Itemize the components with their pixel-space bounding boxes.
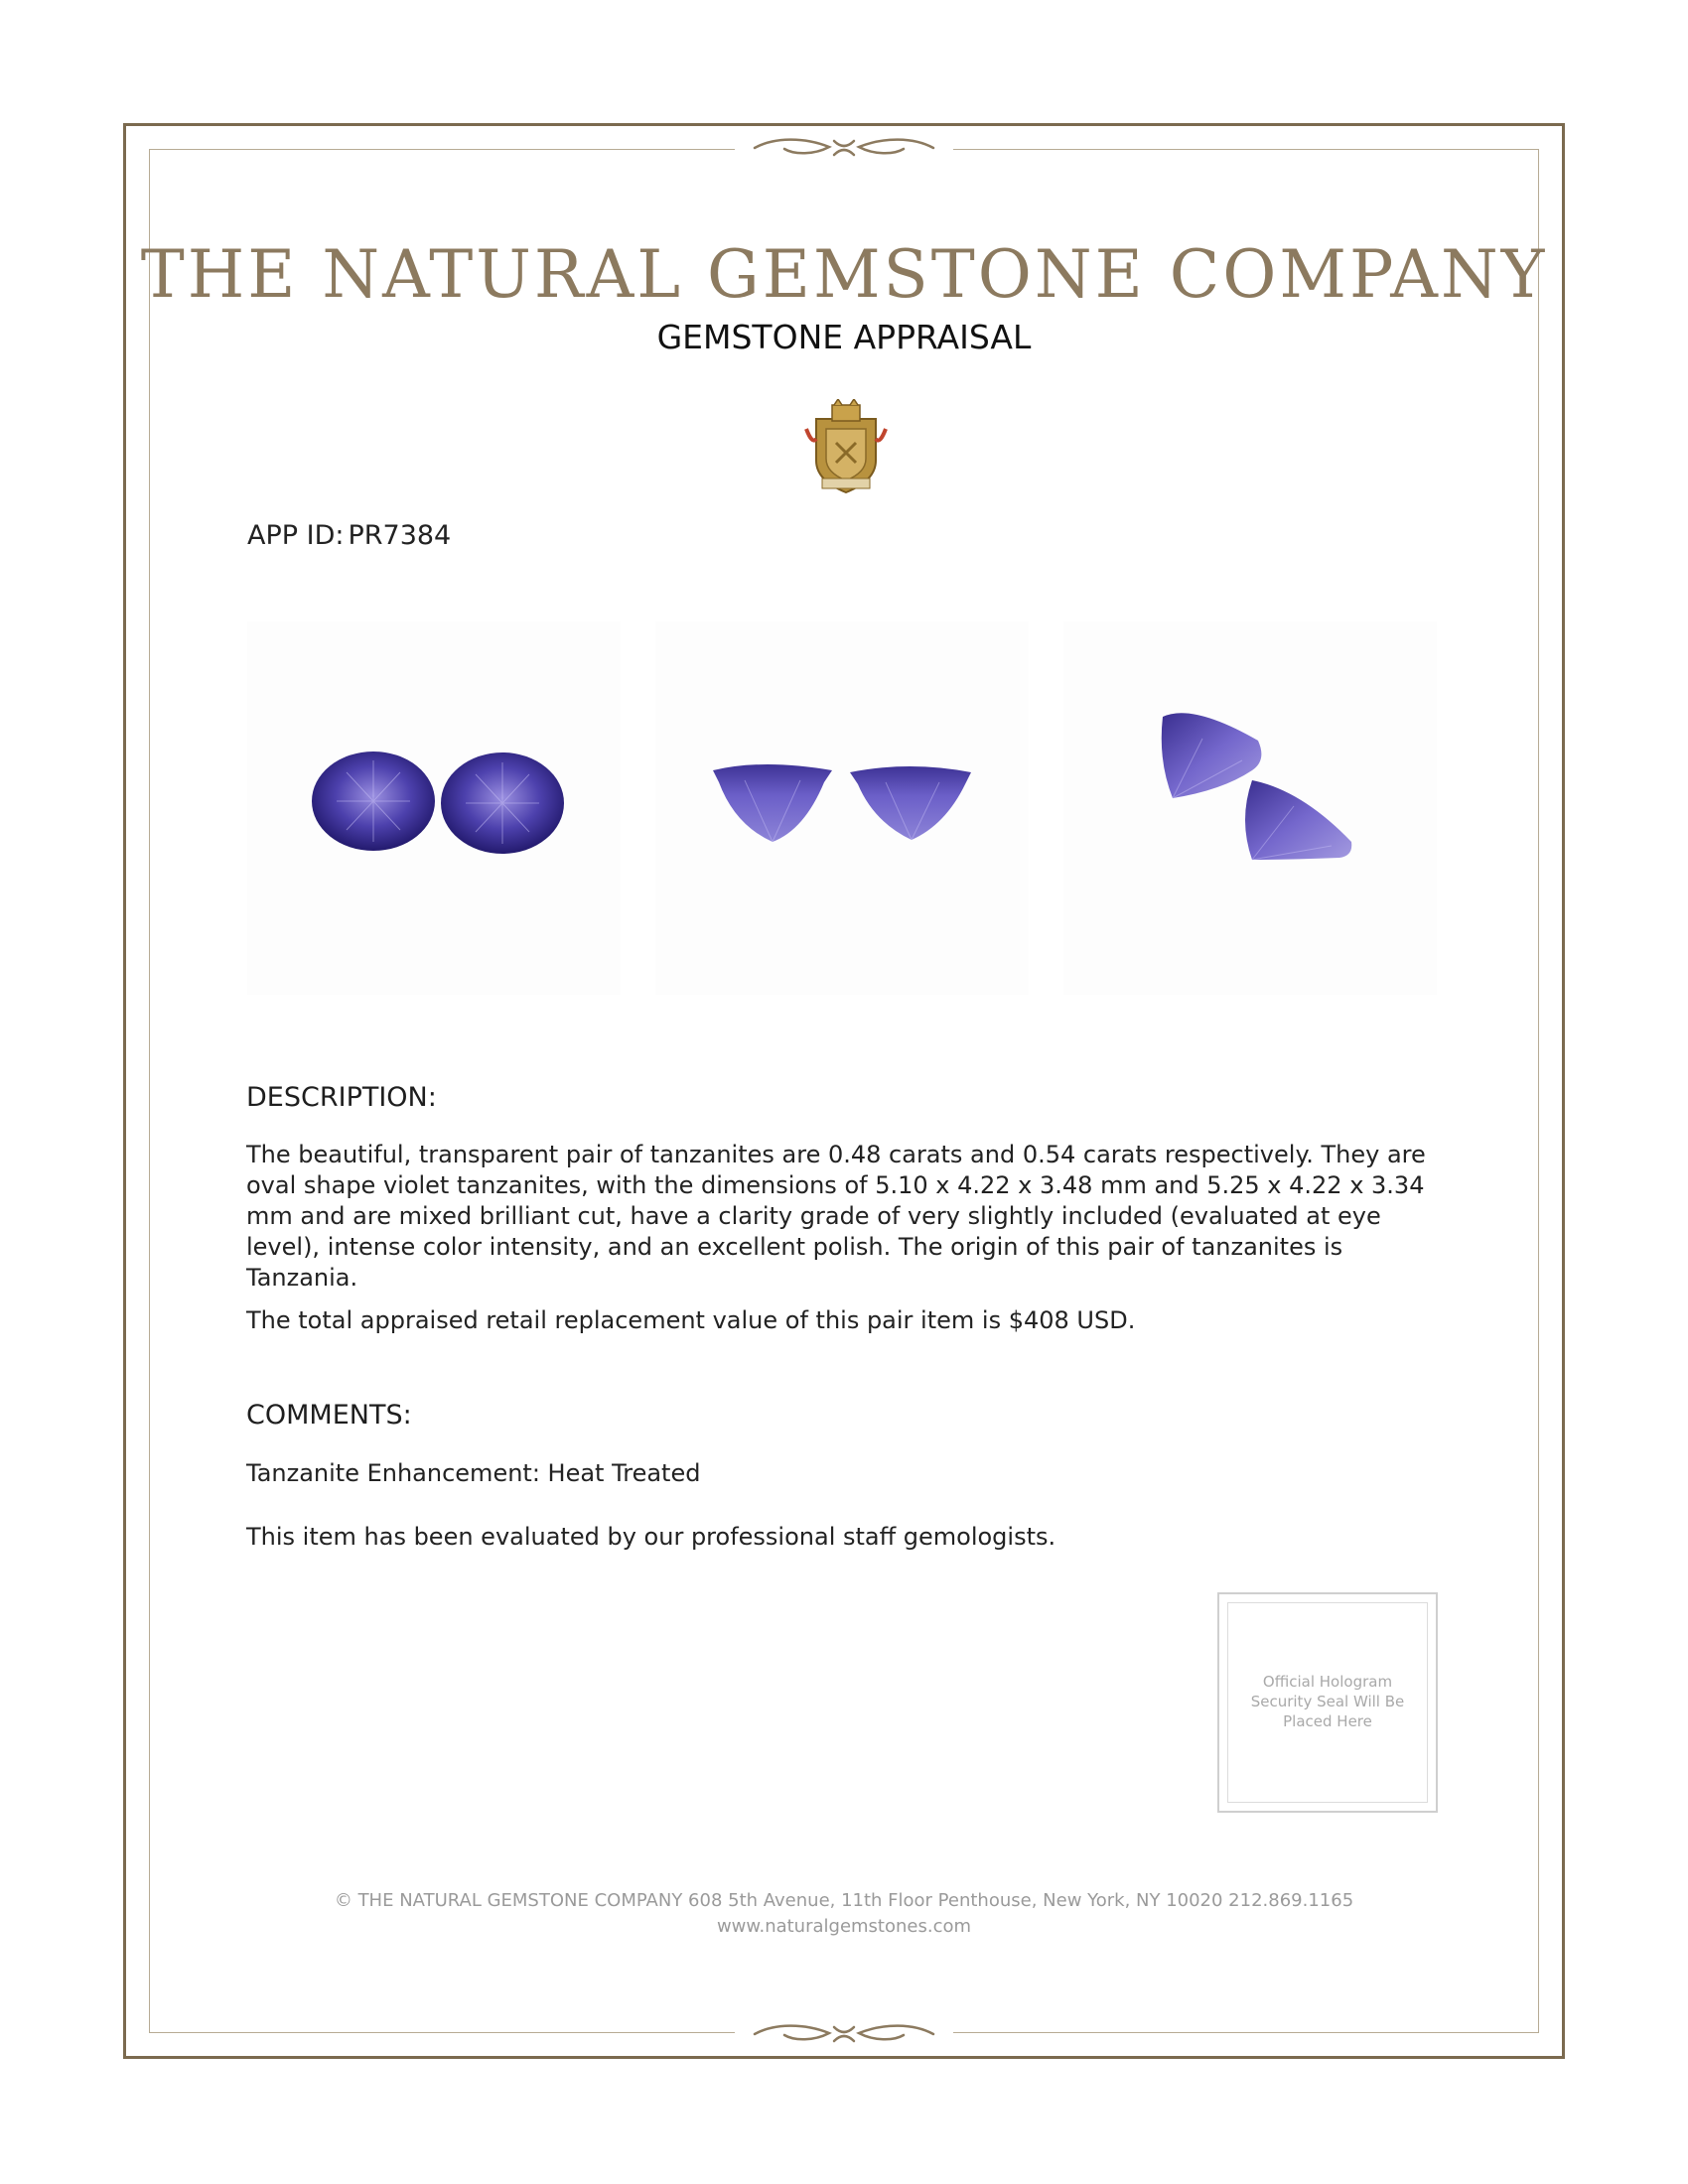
gem-photo-top-view (247, 621, 621, 995)
enhancement-comment: Tanzanite Enhancement: Heat Treated (246, 1459, 701, 1487)
seal-placeholder-text: Official Hologram Security Seal Will Be Placed Here (1250, 1673, 1405, 1730)
hologram-seal-placeholder (1217, 1592, 1438, 1813)
footer-website: www.naturalgemstones.com (716, 1916, 972, 1937)
description-heading: DESCRIPTION: (246, 1082, 437, 1113)
app-id-value: PR7384 (348, 520, 452, 551)
gem-photo-angled-view (1063, 621, 1437, 995)
app-id-label: APP ID: (247, 520, 345, 551)
company-crest-icon (802, 399, 890, 496)
footer-address: © THE NATURAL GEMSTONE COMPANY 608 5th Avenue, 11th Floor Penthouse, New York, NY 10020 212.869.1165 (334, 1890, 1354, 1911)
evaluation-comment: This item has been evaluated by our professional staff gemologists. (246, 1523, 1056, 1551)
comments-heading: COMMENTS: (246, 1400, 412, 1431)
appraised-value-statement: The total appraised retail replacement value of this pair item is $408 USD. (246, 1306, 1136, 1334)
bottom-ornament-icon (735, 2019, 953, 2049)
app-id (247, 520, 451, 551)
description-body: The beautiful, transparent pair of tanzanites are 0.48 carats and 0.54 carats respectively. They are oval shape violet tanzanites, with the dimensions of 5.10 x 4.22 x 3.48 mm and 5.25 x 4.22 x 3.34 mm and are mixed brilliant cut, have a clarity grade of very slightly included (evaluated at eye level), intense color intensity, and an excellent polish. The origin of this pair of tanzanites is Tanzania. (246, 1141, 1426, 1292)
top-ornament-icon (735, 133, 953, 163)
gem-photo-side-view (655, 621, 1029, 995)
company-title: THE NATURAL GEMSTONE COMPANY (140, 236, 1548, 313)
document-title: GEMSTONE APPRAISAL (656, 318, 1032, 356)
